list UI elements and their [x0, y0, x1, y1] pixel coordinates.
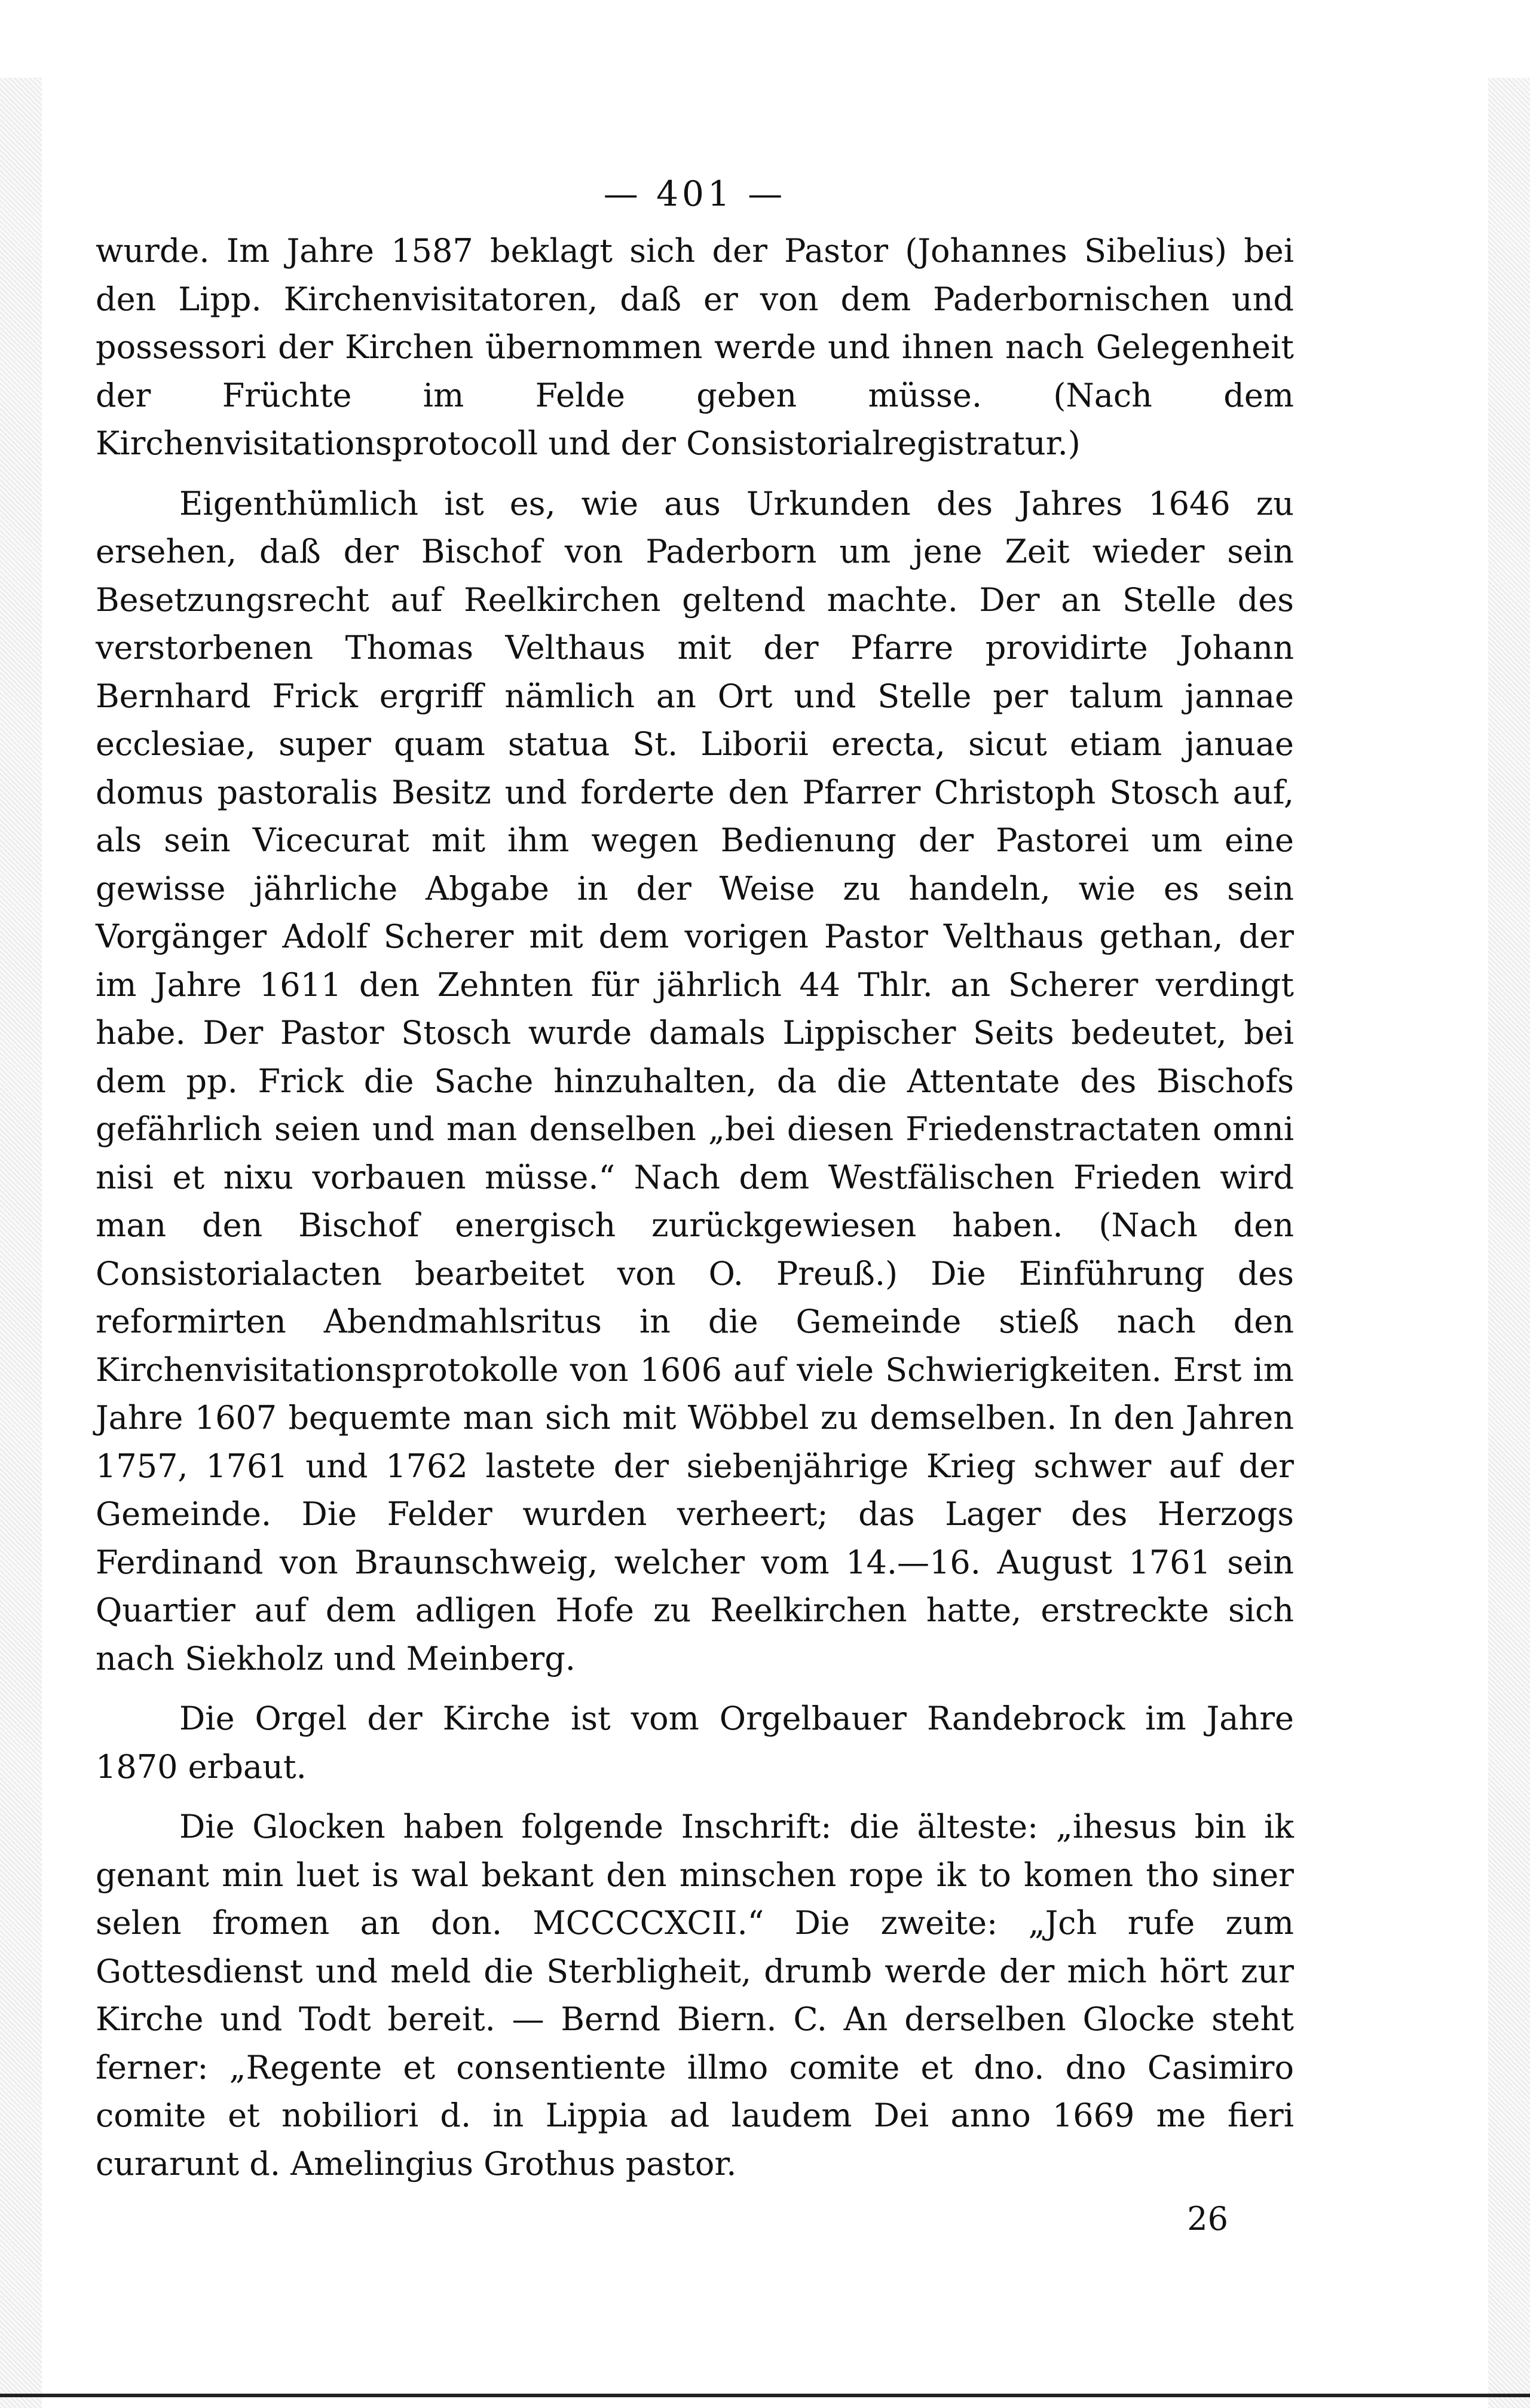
- document-page: [96, 173, 1294, 2238]
- paragraph-1: wurde. Im Jahre 1587 beklagt sich der Pastor (Johannes Sibelius) bei den Lipp. Kirchenvisitatoren, daß er von dem Paderbornischen und possessori der Kirchen übernommen werde und ihnen nach Gelegenheit der Früchte im Felde geben müsse. (Nach dem Kirchenvisitationsprotocoll und der Consistorialregistratur.): [96, 232, 1294, 462]
- scan-edge-right: [1488, 78, 1530, 2408]
- paragraph-4: Die Glocken haben folgende Inschrift: die älteste: „ihesus bin ik genant min luet is wal bekant den minschen rope ik to komen tho siner selen fromen an don. MCCCCXCII.“ Die zweite: „Jch rufe zum Gottesdienst und meld die Sterbligheit, drumb werde der mich hört zur Kirche und Todt bereit. — Bernd Biern. C. An derselben Glocke steht ferner: „Regente et consentiente illmo comite et dno. dno Casimiro comite et nobiliori d. in Lippia ad laudem Dei anno 1669 me fieri curarunt d. Amelingius Grothus pastor.: [96, 1808, 1294, 2183]
- paragraph-3: Die Orgel der Kirche ist vom Orgelbauer Randebrock im Jahre 1870 erbaut.: [96, 1700, 1294, 1786]
- bottom-rule: [0, 2394, 1530, 2397]
- signature-mark: 26: [1187, 2200, 1228, 2238]
- page-number: — 401 —: [603, 173, 787, 214]
- paragraph-2: Eigenthümlich ist es, wie aus Urkunden des Jahres 1646 zu ersehen, daß der Bischof von Paderborn um jene Zeit wieder sein Besetzungsrecht auf Reelkirchen geltend machte. Der an Stelle des verstorbenen Thomas Velthaus mit der Pfarre providirte Johann Bernhard Frick ergriff nämlich an Ort und Stelle per talum jannae ecclesiae, super quam statua St. Liborii erecta, sicut etiam januae domus pastoralis Besitz und forderte den Pfarrer Christoph Stosch auf, als sein Vicecurat mit ihm wegen Bedienung der Pastorei um eine gewisse jährliche Abgabe in der Weise zu handeln, wie es sein Vorgänger Adolf Scherer mit dem vorigen Pastor Velthaus gethan, der im Jahre 1611 den Zehnten für jährlich 44 Thlr. an Scherer verdingt habe. Der Pastor Stosch wurde damals Lippischer Seits bedeutet, bei dem pp. Frick die Sache hinzuhalten, da die Attentate des Bischofs gefährlich seien und man denselben „bei diesen Friedenstractaten omni nisi et nixu vorbauen müsse.“ Nach dem Westfälischen Frieden wird man den Bischof energisch zurückgewiesen haben. (Nach den Consistorialacten bearbeitet von O. Preuß.) Die Einführung des reformirten Abendmahlsritus in die Gemeinde stieß nach den Kirchenvisitationsprotokolle von 1606 auf viele Schwierigkeiten. Erst im Jahre 1607 bequemte man sich mit Wöbbel zu demselben. In den Jahren 1757, 1761 und 1762 lastete der siebenjährige Krieg schwer auf der Gemeinde. Die Felder wurden verheert; das Lager des Herzogs Ferdinand von Braunschweig, welcher vom 14.—16. August 1761 sein Quartier auf dem adligen Hofe zu Reelkirchen hatte, erstreckte sich nach Siekholz und Meinberg.: [96, 484, 1294, 1677]
- scan-edge-left: [0, 78, 42, 2408]
